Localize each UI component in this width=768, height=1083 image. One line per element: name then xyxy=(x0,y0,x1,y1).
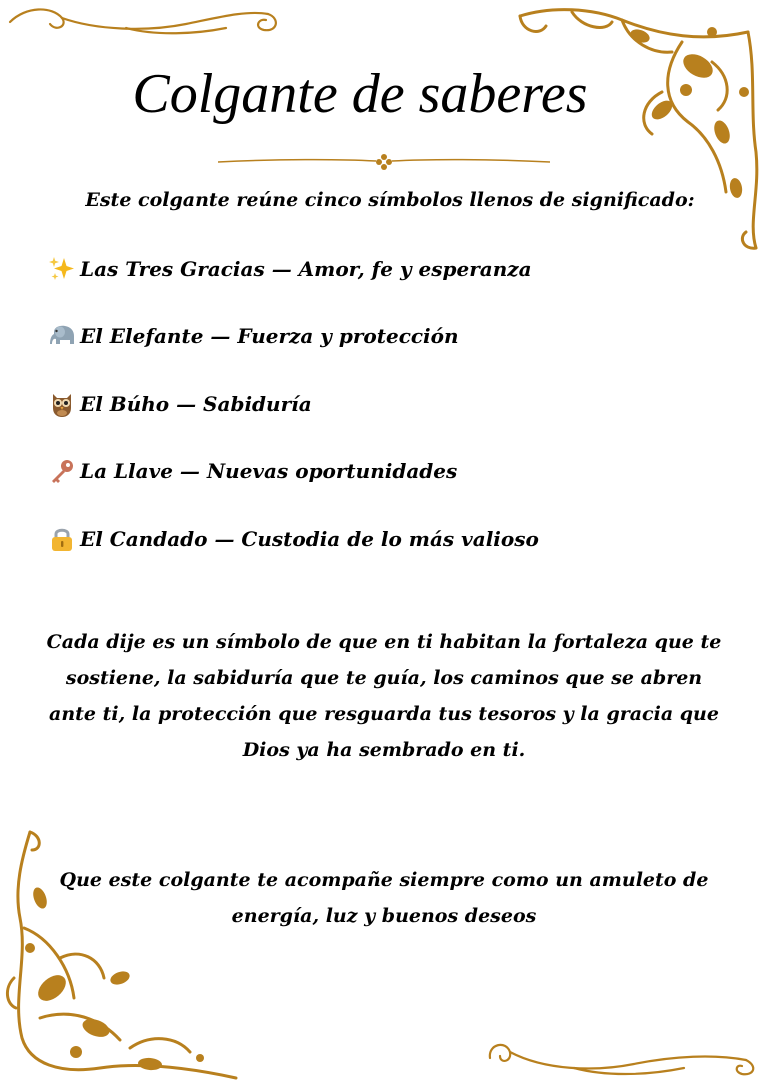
intro-text: Este colgante reúne cinco símbolos llenos de significado: xyxy=(85,189,695,211)
fleuron-icon xyxy=(376,154,392,170)
top-right-corner-ornament xyxy=(512,2,768,254)
body-paragraph: Cada dije es un símbolo de que en ti habitan la fortaleza que te sostiene, la sabiduría que te guía, los caminos que se abren ante ti, la protección que resguarda tus tesoros y la gracia que Dios ya ha sembrado en ti. xyxy=(46,631,722,761)
list-item xyxy=(48,525,539,553)
item-text: La Llave — Nuevas oportunidades xyxy=(80,459,458,483)
list-item xyxy=(48,390,312,418)
owl-icon xyxy=(48,390,76,418)
item-text: El Elefante — Fuerza y protección xyxy=(80,324,459,348)
closing-paragraph: Que este colgante te acompañe siempre como un amuleto de energía, luz y buenos deseos xyxy=(59,869,709,927)
title-divider xyxy=(218,150,550,174)
item-text: El Búho — Sabiduría xyxy=(80,392,312,416)
top-left-flourish xyxy=(6,4,284,38)
padlock-icon xyxy=(48,525,76,553)
list-item xyxy=(48,322,459,350)
item-text: El Candado — Custodia de lo más valioso xyxy=(80,527,539,551)
bottom-right-flourish xyxy=(484,1036,762,1080)
elephant-icon xyxy=(48,322,76,350)
sparkles-icon xyxy=(48,255,76,283)
key-icon xyxy=(48,457,76,485)
list-item xyxy=(48,255,532,283)
item-text: Las Tres Gracias — Amor, fe y esperanza xyxy=(80,257,532,281)
list-item xyxy=(48,457,457,485)
page-title: Colgante de saberes xyxy=(132,63,588,125)
